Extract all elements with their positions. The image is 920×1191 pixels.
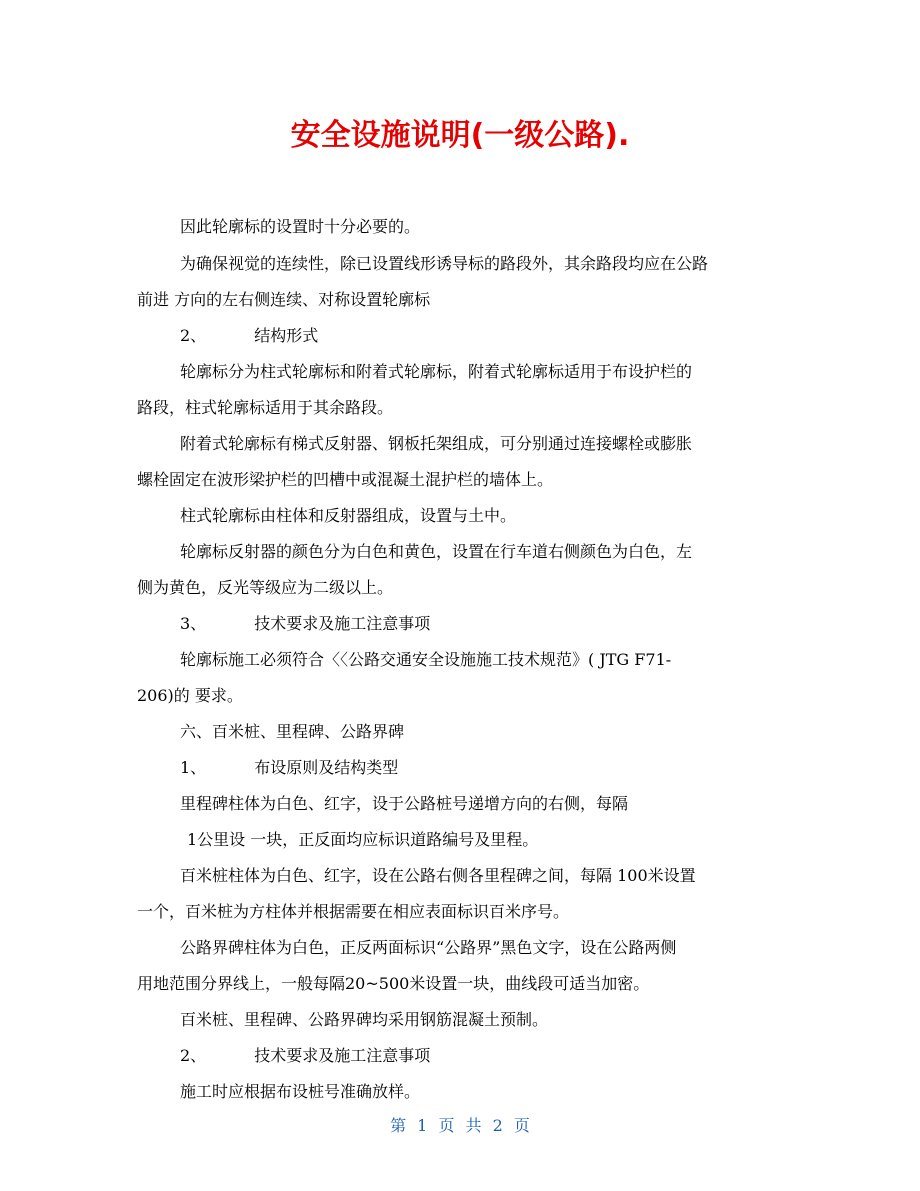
section-number: 2、 [180, 326, 207, 345]
paragraph-line: 轮廓标反射器的颜色分为白色和黄色，设置在行车道右侧颜色为白色，左 [180, 542, 693, 561]
paragraph-line: 因此轮廓标的设置时十分必要的。 [180, 217, 421, 236]
document-title: 安全设施说明(一级公路). [290, 118, 630, 153]
paragraph-line: 轮廓标分为柱式轮廓标和附着式轮廓标，附着式轮廓标适用于布设护栏的 [180, 362, 693, 381]
page-footer: 第 1 页 共 2 页 [390, 1116, 530, 1135]
paragraph-line: 前进 方向的左右侧连续、对称设置轮廓标 [137, 290, 431, 309]
paragraph-line: 里程碑柱体为白色、红字，设于公路桩号递增方向的右侧，每隔 [180, 794, 629, 813]
chapter-heading: 六、百米桩、里程碑、公路界碑 [180, 722, 405, 741]
section-heading-text: 布设原则及结构类型 [254, 758, 399, 777]
paragraph-line: 百米桩、里程碑、公路界碑均采用钢筋混凝土预制。 [180, 1010, 549, 1029]
paragraph-line: 一个，百米桩为方柱体并根据需要在相应表面标识百米序号。 [137, 902, 570, 921]
paragraph-line: 柱式轮廓标由柱体和反射器组成，设置与土中。 [180, 506, 517, 525]
section-heading [180, 754, 398, 782]
paragraph-line: 用地范围分界线上，一般每隔20~500米设置一块，曲线段可适当加密。 [137, 974, 650, 993]
paragraph-line: 百米桩柱体为白色、红字，设在公路右侧各里程碑之间，每隔 100米设置 [180, 866, 696, 885]
section-number: 2、 [180, 1046, 207, 1065]
section-number: 3、 [180, 614, 207, 633]
paragraph-line: 附着式轮廓标有梯式反射器、钢板托架组成，可分别通过连接螺栓或膨胀 [180, 434, 693, 453]
paragraph-line: 螺栓固定在波形梁护栏的凹槽中或混凝土混护栏的墙体上。 [137, 470, 554, 489]
paragraph-line: 轮廓标施工必须符合〈〈公路交通安全设施施工技术规范》( JTG F71- [180, 650, 672, 669]
paragraph-line: 1公里设 一块，正反面均应标识道路编号及里程。 [187, 830, 539, 849]
paragraph-line: 侧为黄色，反光等级应为二级以上。 [137, 578, 394, 597]
section-heading-text: 结构形式 [254, 326, 319, 345]
paragraph-line: 公路界碑柱体为白色，正反两面标识“公路界”黑色文字，设在公路两侧 [180, 938, 677, 957]
paragraph-line: 施工时应根据布设桩号准确放样。 [180, 1082, 421, 1101]
paragraph-line: 为确保视觉的连续性，除已设置线形诱导标的路段外，其余路段均应在公路 [180, 254, 709, 273]
section-heading [180, 322, 318, 350]
paragraph-line: 路段，柱式轮廓标适用于其余路段。 [137, 398, 394, 417]
section-number: 1、 [180, 758, 207, 777]
paragraph-line: 206)的 要求。 [137, 686, 243, 705]
section-heading-text: 技术要求及施工注意事项 [254, 1046, 431, 1065]
section-heading [180, 1042, 430, 1070]
section-heading-text: 技术要求及施工注意事项 [254, 614, 431, 633]
section-heading [180, 610, 430, 638]
